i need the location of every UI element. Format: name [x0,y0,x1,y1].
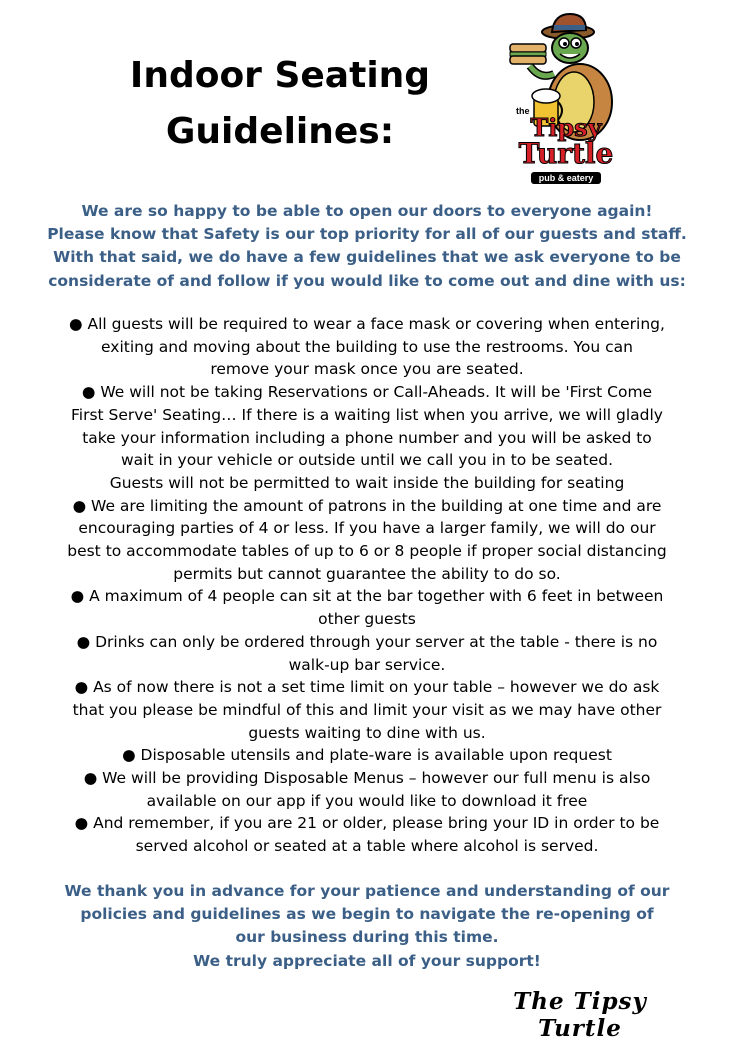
logo-turtle: Turtle [518,137,614,170]
guideline-line: ● Disposable utensils and plate-ware is available upon request [122,746,612,765]
guideline-line: ● We are limiting the amount of patrons in the building at one time and are [72,496,662,515]
logo-tagline: pub & eatery [531,172,602,184]
closing-line: We truly appreciate all of your support! [193,951,541,970]
guideline-line: that you please be mindful of this and limit your visit as we may have other [72,700,662,719]
guideline-line: walk-up bar service. [288,655,446,674]
page-title [100,48,460,160]
guideline-line: encouraging parties of 4 or less. If you have a larger family, we will do our [78,519,656,538]
guideline-line: Guests will not be permitted to wait inside the building for seating [109,473,625,492]
closing-message [40,880,694,973]
tipsy-turtle-logo [500,10,630,190]
closing-line: our business during this time. [235,928,499,947]
signature: The Tipsy Turtle [513,988,647,1042]
guideline-line: served alcohol or seated at a table where alcohol is served. [135,837,599,856]
guideline-line: available on our app if you would like to download it free [146,791,588,810]
guideline-line: ● Drinks can only be ordered through your server at the table - there is no [76,632,658,651]
guideline-line: other guests [318,610,416,629]
logo-tipsy: Tipsy [530,113,602,142]
guideline-line: ● We will not be taking Reservations or Call-Aheads. It will be 'First Come [81,383,653,402]
logo-the: the [516,106,530,116]
logo-wordmark [506,106,626,186]
intro-message [40,200,694,293]
title-line-2: Guidelines: [165,111,395,152]
guideline-line: remove your mask once you are seated. [210,360,524,379]
guideline-line: permits but cannot guarantee the ability to do so. [173,564,561,583]
intro-line: considerate of and follow if you would like to come out and dine with us: [48,271,686,290]
guideline-line: exiting and moving about the building to use the restrooms. You can [101,337,633,356]
guideline-line: ● A maximum of 4 people can sit at the bar together with 6 feet in between [70,587,664,606]
intro-line: We are so happy to be able to open our doors to everyone again! [81,202,653,220]
closing-line: We thank you in advance for your patience and understanding of our [64,882,670,900]
guidelines-list [40,313,694,858]
title-line-1: Indoor Seating [129,55,431,96]
guideline-line: ● All guests will be required to wear a face mask or covering when entering, [69,315,665,333]
guideline-line: ● We will be providing Disposable Menus – however our full menu is also [83,769,651,788]
guideline-line: wait in your vehicle or outside until we call you in to be seated. [120,451,613,470]
guideline-line: ● And remember, if you are 21 or older, please bring your ID in order to be [74,814,660,833]
guideline-line: ● As of now there is not a set time limit on your table – however we do ask [74,678,660,697]
closing-line: policies and guidelines as we begin to navigate the re-opening of [80,905,654,924]
guideline-line: First Serve' Seating… If there is a waiting list when you arrive, we will gladly [71,405,663,424]
guideline-line: take your information including a phone number and you will be asked to [82,428,652,447]
intro-line: Please know that Safety is our top priority for all of our guests and staff. [47,225,687,244]
guideline-line: best to accommodate tables of up to 6 or 8 people if proper social distancing [67,542,667,561]
intro-line: With that said, we do have a few guidelines that we ask everyone to be [53,248,681,267]
guideline-line: guests waiting to dine with us. [248,723,486,742]
